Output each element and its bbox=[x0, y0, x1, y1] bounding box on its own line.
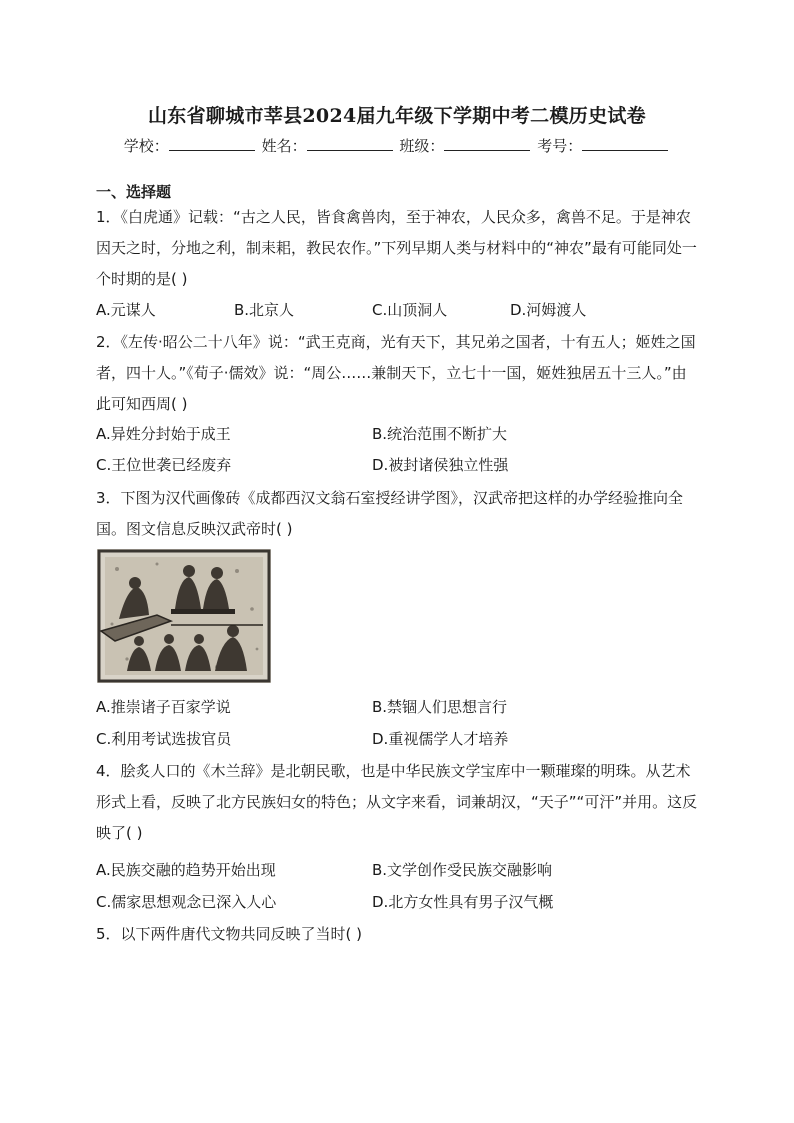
option-a[interactable]: A.民族交融的趋势开始出现 bbox=[96, 861, 276, 879]
lecture-brick-relief-image bbox=[97, 549, 271, 683]
option-c[interactable]: C.儒家思想观念已深入人心 bbox=[96, 893, 277, 911]
option-c[interactable]: C.王位世袭已经废弃 bbox=[96, 456, 232, 474]
option-d[interactable]: D.被封诸侯独立性强 bbox=[372, 456, 509, 474]
class-blank[interactable] bbox=[444, 138, 530, 151]
exam-number-label: 考号： bbox=[537, 137, 583, 155]
exam-title: 山东省聊城市莘县2024届九年级下学期中考二模历史试卷 bbox=[148, 105, 646, 127]
option-b[interactable]: B.禁锢人们思想言行 bbox=[372, 698, 508, 716]
question-2-stem: 2．《左传·昭公二十八年》说：“武王克商，光有天下，其兄弟之国者，十有五人；姬姓之国者，四十人。”《荀子·儒效》说：“周公……兼制天下，立七十一国，姬姓独居五十三人。”由此可知西周( ) bbox=[96, 333, 696, 413]
section-heading: 一、选择题 bbox=[96, 183, 172, 201]
name-label: 姓名： bbox=[261, 137, 307, 155]
option-b[interactable]: B.北京人 bbox=[234, 301, 295, 319]
question-4-stem: 4．脍炙人口的《木兰辞》是北朝民歌，也是中华民族文学宝库中一颗璀璨的明珠。从艺术形式上看，反映了北方民族妇女的特色；从文字来看，词兼胡汉，“天子”“可汗”并用。这反映了( ) bbox=[96, 762, 698, 842]
option-a[interactable]: A.异姓分封始于成王 bbox=[96, 425, 231, 443]
option-a[interactable]: A.元谋人 bbox=[96, 301, 156, 319]
option-b[interactable]: B.文学创作受民族交融影响 bbox=[372, 861, 553, 879]
class-label: 班级： bbox=[399, 137, 445, 155]
school-label: 学校： bbox=[123, 137, 169, 155]
option-d[interactable]: D.北方女性具有男子汉气概 bbox=[372, 893, 554, 911]
option-c[interactable]: C.利用考试选拔官员 bbox=[96, 730, 232, 748]
option-d[interactable]: D.河姆渡人 bbox=[510, 301, 587, 319]
question-5-stem: 5．以下两件唐代文物共同反映了当时( ) bbox=[96, 925, 363, 943]
option-b[interactable]: B.统治范围不断扩大 bbox=[372, 425, 508, 443]
exam-number-blank[interactable] bbox=[582, 138, 668, 151]
option-d[interactable]: D.重视儒学人才培养 bbox=[372, 730, 509, 748]
option-c[interactable]: C.山顶洞人 bbox=[372, 301, 448, 319]
question-1-stem: 1．《白虎通》记载：“古之人民，皆食禽兽肉，至于神农，人民众多，禽兽不足。于是神农因天之时，分地之利，制耒耜，教民农作。”下列早期人类与材料中的“神农”最有可能同处一个时期的是( ) bbox=[96, 208, 697, 288]
student-info-line bbox=[0, 135, 794, 156]
school-blank[interactable] bbox=[169, 138, 255, 151]
question-3-stem: 3．下图为汉代画像砖《成都西汉文翁石室授经讲学图》，汉武帝把这样的办学经验推向全国。图文信息反映汉武帝时( ) bbox=[96, 489, 684, 538]
name-blank[interactable] bbox=[307, 138, 393, 151]
option-a[interactable]: A.推崇诸子百家学说 bbox=[96, 698, 231, 716]
